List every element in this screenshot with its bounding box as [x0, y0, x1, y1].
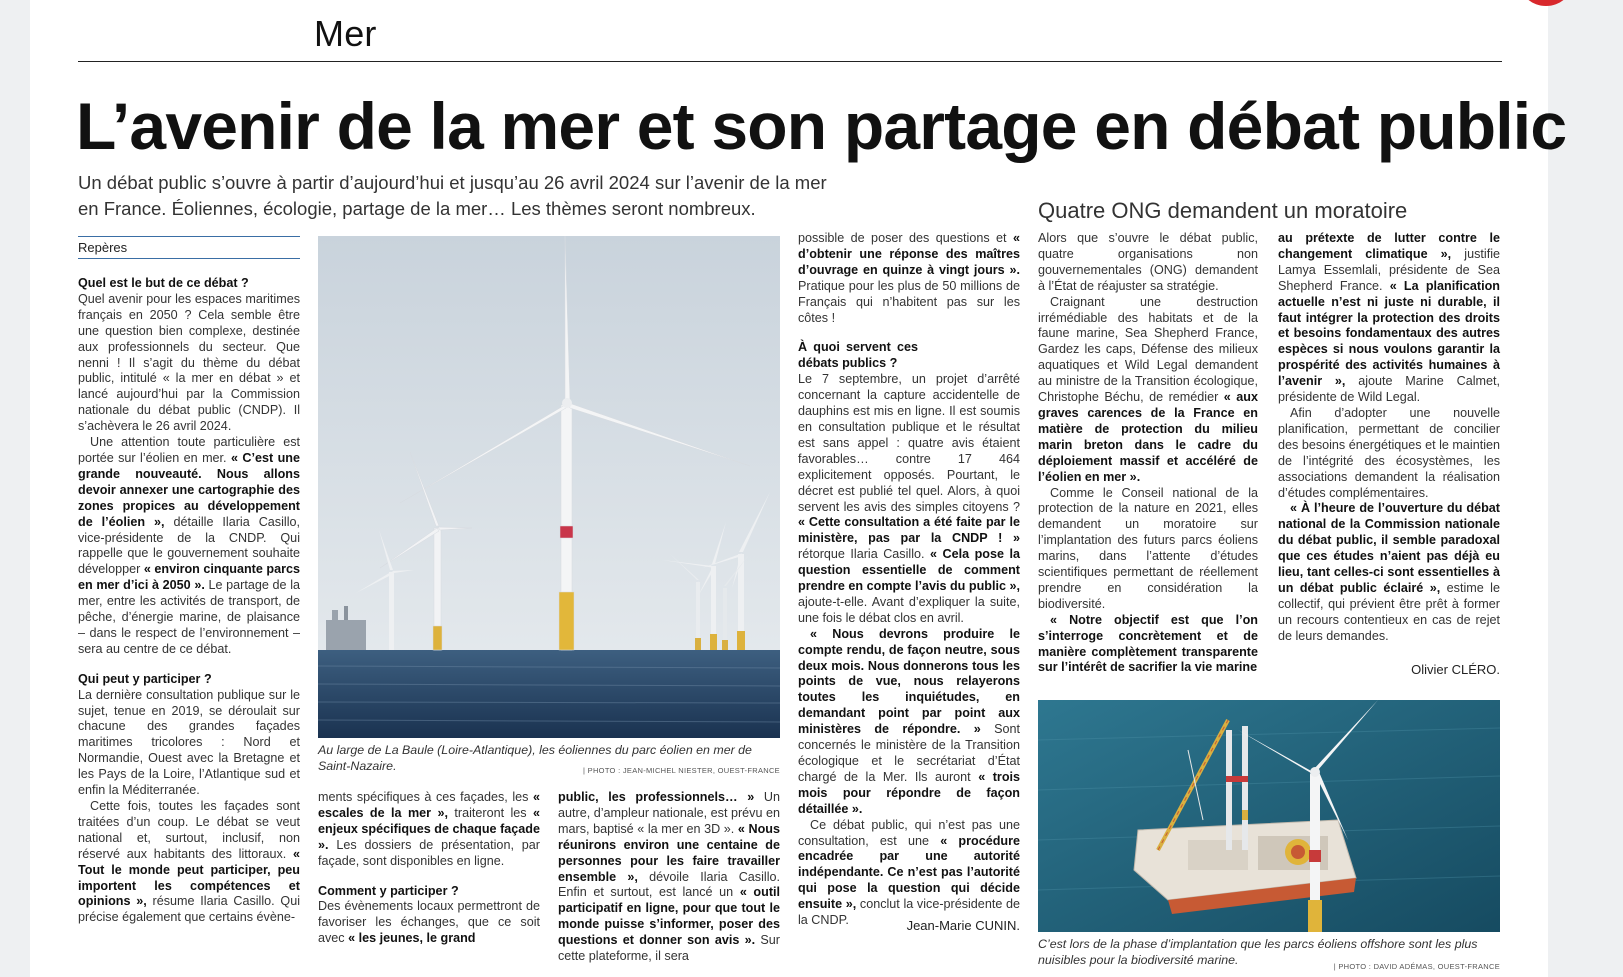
- reperes-rule-bottom: [78, 258, 300, 259]
- paragraph: « Notre objectif est que l’on s’interroge concrètement et de manière complètement transparente sur l’intérêt de sacrifier la vie marine: [1038, 612, 1258, 675]
- paragraph: possible de poser des questions et « d’obtenir une réponse des maîtres d’ouvrage en quinze à vingt jours ». Pratique pour les plus de 50 millions de Français qui n’habitent pas sur les côtes !: [798, 231, 1021, 325]
- sidebar-column-1: [1038, 231, 1258, 676]
- lede-line-2: en France. Éoliennes, écologie, partage de la mer… Les thèmes seront nombreux.: [78, 198, 756, 219]
- paragraph: Une attention toute particulière est portée sur l’éolien en mer. « C’est une grande nouveauté. Nous allons devoir annexer une cartographie des zones propices au développement de l’éolien », détaille Ilaria Casillo, vice-présidente de la CNDP. Qui rappelle que le gouvernement souhaite développer « environ cinquante parcs en mer d’ici à 2050 ». Le partage de la mer, entre les activités de transport, de pêche, d’énergie marine, de plaisance – dans le respect de l’environnement – sera au centre de ce débat.: [78, 435, 301, 656]
- paragraph: Des évènements locaux permettront de favoriser les échanges, que ce soit avec « les jeunes, le grand: [318, 899, 540, 946]
- newspaper-page: [30, 0, 1567, 977]
- reperes-label: Repères: [78, 240, 128, 255]
- author-signature: Jean-Marie CUNIN.: [906, 918, 1020, 933]
- top-rule: [78, 61, 1502, 62]
- photo-1-credit: | PHOTO : JEAN-MICHEL NIESTER, OUEST-FRANCE: [583, 766, 780, 775]
- reperes-rule-top: [78, 236, 300, 237]
- paragraph: ments spécifiques à ces façades, les « escales de la mer », traiteront les « enjeux spécifiques de chaque façade ». Les dossiers de présentation, par façade, sont disponibles en ligne.: [318, 790, 541, 868]
- installation-vessel-photo: [1038, 700, 1500, 932]
- paragraph: au prétexte de lutter contre le changement climatique », justifie Lamya Essemlali, présidente de Sea Shepherd France. « La planification actuelle n’est ni juste ni durable, il faut intégrer la protection des droits et besoins fondamentaux des autres espèces si nous voulons garantir la prospérité des activités humaines à l’avenir », ajoute Marine Calmet, présidente de Wild Legal.: [1278, 231, 1500, 405]
- wind-farm-photo: [318, 236, 780, 738]
- paragraph: Cette fois, toutes les façades sont traitées d’un coup. Le débat se veut national et, surtout, inclusif, non réservé aux habitants des littoraux. « Tout le monde peut participer, peu importent les compétences et opinions », résume Ilaria Casillo. Qui précise également que certains évène-: [78, 799, 301, 925]
- paragraph: La dernière consultation publique sur le sujet, tenue en 2019, se déroulait sur chacune des grandes façades maritimes tricolores : Nord et Normandie, Ouest avec la Bretagne et les Pays de la Loire, l’Atlantique sud et enfin la Méditerranée.: [78, 687, 300, 798]
- paragraph: Le 7 septembre, un projet d’arrêté concernant la capture accidentelle de dauphins est mis en ligne. Il est soumis en consultation publique et le résultat est sans appel : quatre avis étaient favorables… contre 17 464 explicitement opposés. Pourtant, le décret est publié tel quel. Alors, à quoi servent les avis des simples citoyens ? « Cette consultation a été faite par le ministère, pas par la CNDP ! » rétorque Ilaria Casillo. « Cela pose la question essentielle de comment prendre en compte l’avis du public », ajoute-t-elle. Avant d’expliquer la suite, une fois le débat clos en avril.: [798, 372, 1020, 625]
- question-heading: Comment y participer ?: [318, 883, 459, 898]
- photo-2-credit: | PHOTO : DAVID ADÉMAS, OUEST-FRANCE: [1333, 962, 1500, 971]
- question-heading: À quoi servent ces débats publics ?: [798, 340, 918, 371]
- column-1: [78, 262, 300, 926]
- paragraph: Alors que s’ouvre le débat public, quatre organisations non gouvernementales (ONG) demandent à l’État de réajuster sa stratégie.: [1038, 231, 1258, 293]
- jack-up-vessel-image: [1038, 700, 1500, 932]
- wind-turbines-image: [318, 236, 780, 738]
- paragraph: Comme le Conseil national de la protection de la nature en 2021, elles demandent un moratoire sur l’implantation des futurs parcs éoliens marins, dans l’attente d’études scientifiques permettant de réellement prendre en considération la biodiversité.: [1038, 485, 1258, 611]
- photo-1-caption: Au large de La Baule (Loire-Atlantique), les éoliennes du parc éolien en mer de Saint-Nazaire.: [318, 743, 752, 773]
- paragraph: Ce débat public, qui n’est pas une consultation, est une « procédure encadrée par une autorité indépendante. Ce n’est pas l’autorité qui pose la question qui décide ensuite », conclut la vice-présidente de la CNDP.: [798, 817, 1020, 928]
- brand-red-dot: [1520, 0, 1572, 6]
- paragraph: « Nous devrons produire le compte rendu, de façon neutre, sous deux mois. Nous donnerons tous les points de vue, nous relayerons toutes les inquiétudes, en demandant point par point aux ministères de répondre. » Sont concernés le ministère de la Transition écologique et le secrétariat d’État chargé de la Mer. Ils auront « trois mois pour répondre de façon détaillée ».: [798, 626, 1021, 816]
- article-headline: L’avenir de la mer et son partage en débat public: [76, 89, 1567, 163]
- lede-line-1: Un débat public s’ouvre à partir d’aujourd’hui et jusqu’au 26 avril 2024 sur l’avenir de la mer: [78, 172, 827, 193]
- column-2: [318, 790, 540, 947]
- paragraph: « À l’heure de l’ouverture du débat national de la Commission nationale du débat public, il semble paradoxal que ces études n’aient pas déjà eu lieu, tant celles-ci sont essentielles à un débat public éclairé », estime le collectif, qui prévient être prêt à former un recours contentieux en cas de rejet de leurs demandes.: [1278, 501, 1500, 643]
- section-title: Mer: [314, 13, 377, 54]
- question-heading: Quel est le but de ce débat ?: [78, 276, 249, 290]
- paragraph: Afin d’adopter une nouvelle planification, permettant de concilier des besoins énergétiques et le maintien de l’intégrité des écosystèmes, les associations demandent la réalisation d’études complémentaires.: [1278, 405, 1500, 500]
- sidebar-column-2: [1278, 231, 1500, 645]
- question-heading: Qui peut y participer ?: [78, 671, 212, 686]
- photo-2-caption: C’est lors de la phase d’implantation que les parcs éoliens offshore sont les plus nuisibles pour la biodiversité marine.: [1038, 937, 1478, 967]
- column-4: [798, 231, 1020, 929]
- paragraph: Quel avenir pour les espaces maritimes français en 2050 ? Cela semble être une question bien complexe, destinée aux professionnels du secteur. Que nenni ! Il s’agit du thème du débat public, intitulé « la mer en débat » et lancé aujourd’hui par la Commission nationale du débat public (CNDP). Il s’achèvera le 26 avril 2024.: [78, 291, 300, 434]
- column-3: [558, 790, 780, 965]
- sidebar-author: Olivier CLÉRO.: [1411, 662, 1500, 677]
- paragraph: public, les professionnels… » Un autre, d’ampleur nationale, est prévu en mars, baptisé « la mer en 3D ». « Nous réunirons environ une centaine de personnes pour les faire travailler ensemble », dévoile Ilaria Casillo. Enfin et surtout, est lancé un « outil participatif en ligne, pour que tout le monde puisse s’informer, poser des questions et donner son avis ». Sur cette plateforme, il sera: [558, 790, 781, 964]
- article-lede: [78, 170, 848, 222]
- sidebar-title: Quatre ONG demandent un moratoire: [1038, 198, 1408, 223]
- paragraph: Craignant une destruction irrémédiable des habitats et de la faune marine, Sea Shepherd France, Gardez les caps, Défense des milieux aquatiques et Wild Legal demandent au ministre de la Transition écologique, Christophe Béchu, de remédier « aux graves carences de la France en matière de protection du milieu marin breton dans le cadre du déploiement massif et accéléré de l’éolien en mer ».: [1038, 294, 1258, 484]
